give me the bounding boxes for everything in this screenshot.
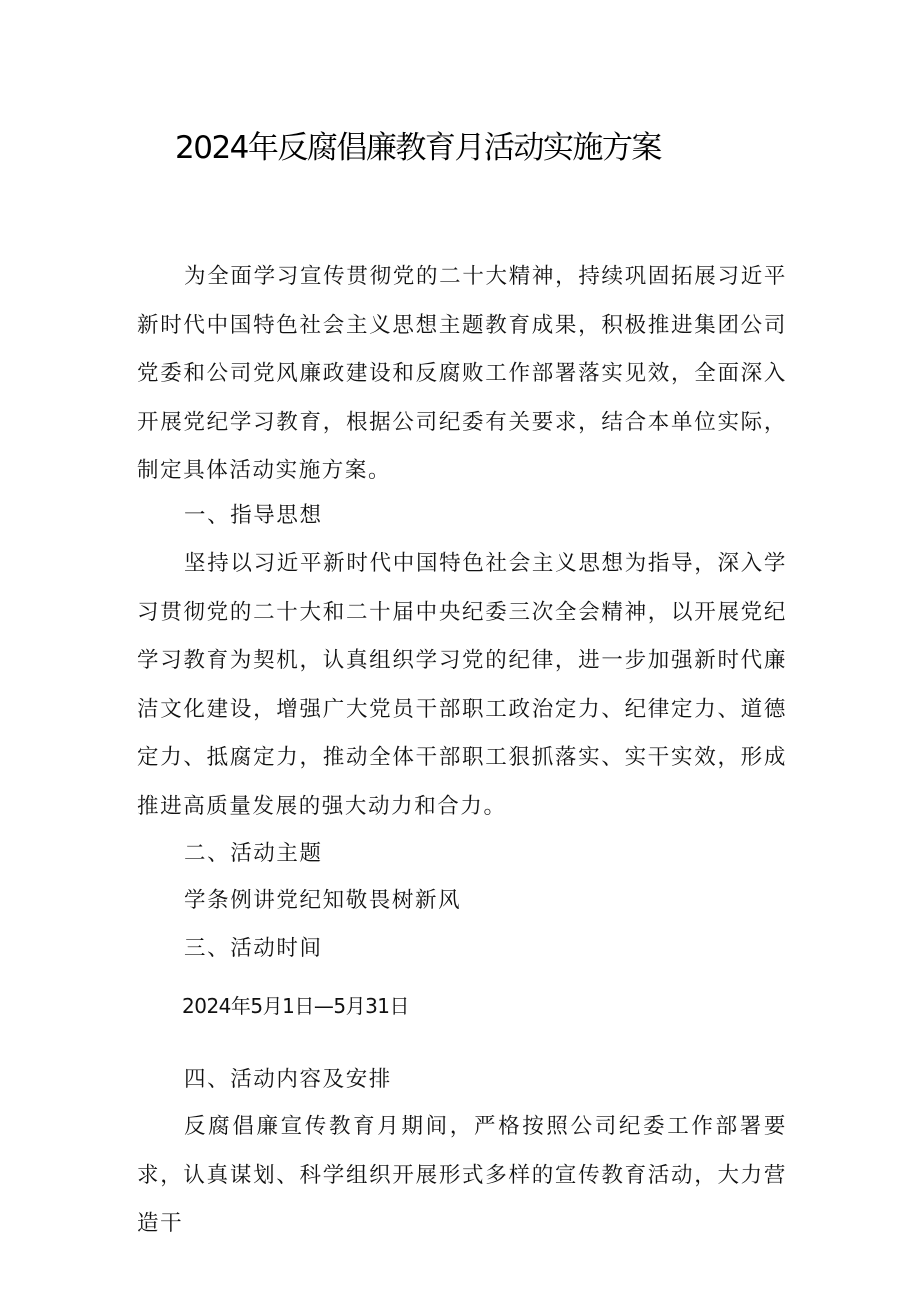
section-heading-guiding-ideology: 一、指导思想 <box>184 503 323 528</box>
intro-paragraph: 为全面学习宣传贯彻党的二十大精神，持续巩固拓展习近平新时代中国特色社会主义思想主题教育成果，积极推进集团公司党委和公司党风廉政建设和反腐败工作部署落实见效，全面深入开展党纪学习教育，根据公司纪委有关要求，结合本单位实际，制定具体活动实施方案。 <box>137 264 787 483</box>
section-body-guiding-ideology: 坚持以习近平新时代中国特色社会主义思想为指导，深入学习贯彻党的二十大和二十届中央纪委三次全会精神，以开展党纪学习教育为契机，认真组织学习党的纪律，进一步加强新时代廉洁文化建设，增强广大党员干部职工政治定力、纪律定力、道德定力、抵腐定力，推动全体干部职工狠抓落实、实干实效，形成推进高质量发展的强大动力和合力。 <box>137 551 787 819</box>
document-title: 2024年反腐倡廉教育月活动实施方案 <box>175 130 661 166</box>
section-heading-activity-theme: 二、活动主题 <box>184 841 323 866</box>
section-body-activity-theme: 学条例讲党纪知敬畏树新风 <box>184 888 462 913</box>
section-body-activity-time: 2024年5月1日—5月31日 <box>182 994 410 1018</box>
section-heading-activity-time: 三、活动时间 <box>184 936 323 961</box>
section-heading-activity-content: 四、活动内容及安排 <box>184 1067 392 1092</box>
section-body-activity-content: 反腐倡廉宣传教育月期间，严格按照公司纪委工作部署要求，认真谋划、科学组织开展形式多样的宣传教育活动，大力营造干 <box>137 1114 787 1236</box>
